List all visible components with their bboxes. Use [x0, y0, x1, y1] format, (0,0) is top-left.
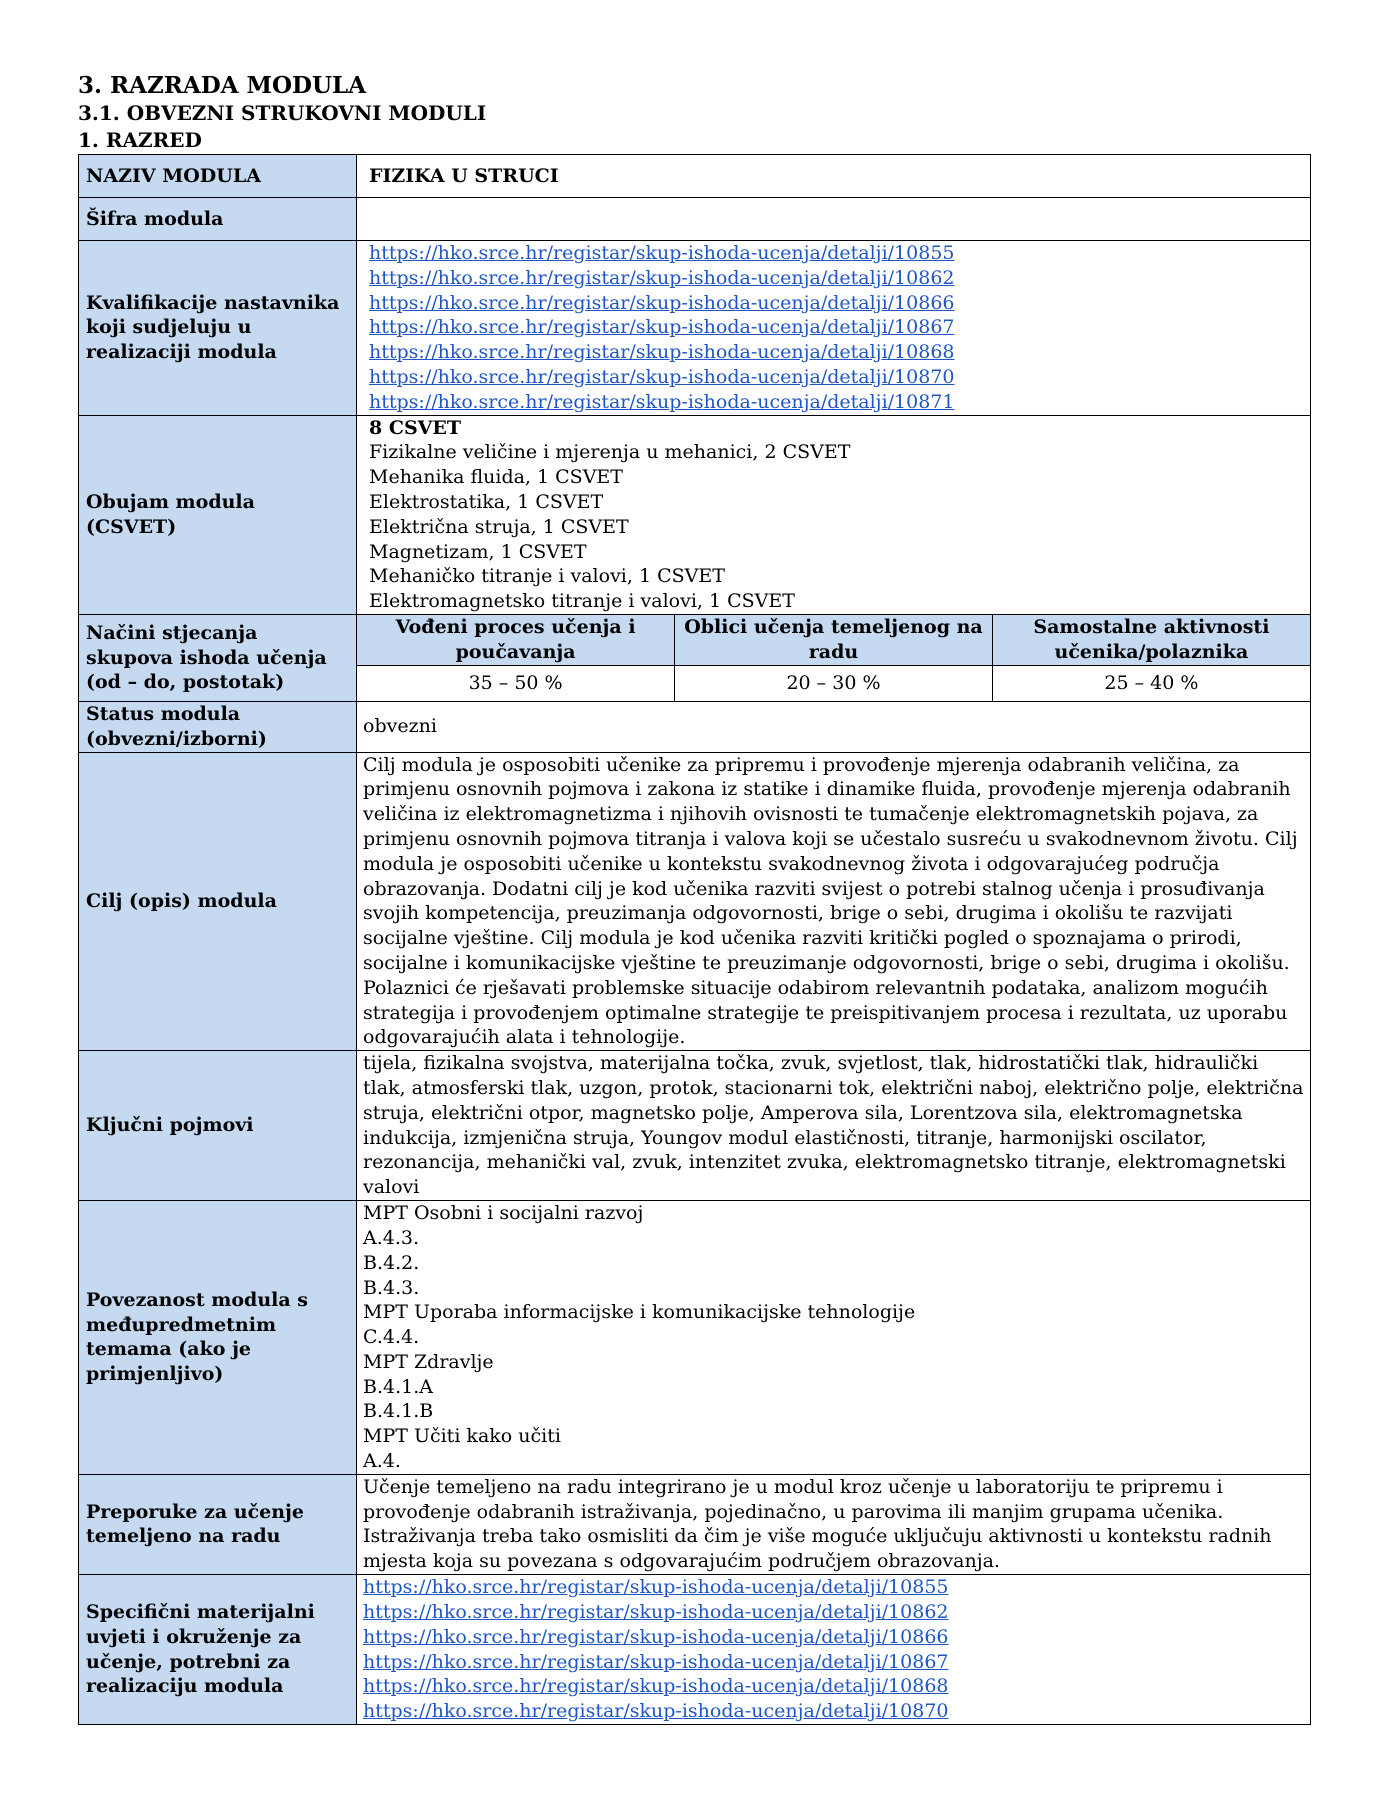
povezanost-label: Povezanost modula s međupredmetnim temama (ako je primjenljivo)	[79, 1201, 357, 1475]
pojmovi-value: tijela, fizikalna svojstva, materijalna točka, zvuk, svjetlost, tlak, hidrostatički tlak, hidraulički tlak, atmosferski tlak, uzgon, protok, stacionarni tok, električni naboj, električno polje, električna struja, električni otpor, magnetsko polje, Amperova sila, Lorentzova sila, elektromagnetska indukcija, izmjenična struja, Youngov modul elastičnosti, titranje, harmonijski oscilator, rezonancija, mehanički val, zvuk, intenzitet zvuka, elektromagnetsko titranje, elektromagnetski valovi	[357, 1051, 1311, 1201]
qualification-link[interactable]: https://hko.srce.hr/registar/skup-ishoda-ucenja/detalji/10855	[369, 242, 955, 264]
preporuke-label: Preporuke za učenje temeljeno na radu	[79, 1474, 357, 1574]
row-pojmovi	[79, 1051, 1311, 1201]
obujam-item: Električna struja, 1 CSVET	[369, 515, 629, 538]
obujam-total: 8 CSVET	[369, 416, 462, 439]
material-link[interactable]: https://hko.srce.hr/registar/skup-ishoda-ucenja/detalji/10868	[363, 1675, 949, 1698]
povezanost-value	[357, 1201, 1311, 1475]
material-link[interactable]: https://hko.srce.hr/registar/skup-ishoda-ucenja/detalji/10862	[363, 1600, 949, 1623]
material-link[interactable]: https://hko.srce.hr/registar/skup-ishoda-ucenja/detalji/10866	[363, 1625, 949, 1648]
row-materijalni	[79, 1575, 1311, 1725]
obujam-value	[357, 415, 1311, 614]
nacini-percent: 35 – 50 %	[357, 666, 675, 701]
qualification-link[interactable]: https://hko.srce.hr/registar/skup-ishoda-ucenja/detalji/10870	[369, 365, 955, 388]
sifra-label: Šifra modula	[79, 198, 357, 241]
nacini-header: Vođeni proces učenja i poučavanja	[357, 615, 675, 666]
povezanost-item: B.4.1.B	[363, 1400, 434, 1423]
povezanost-item: A.4.3.	[363, 1226, 420, 1249]
qualification-link[interactable]: https://hko.srce.hr/registar/skup-ishoda-ucenja/detalji/10862	[369, 266, 955, 289]
material-link[interactable]: https://hko.srce.hr/registar/skup-ishoda-ucenja/detalji/10870	[363, 1700, 949, 1723]
naziv-label: NAZIV MODULA	[79, 155, 357, 198]
subsection-heading: 3.1. OBVEZNI STRUKOVNI MODULI	[78, 101, 487, 125]
document-page	[78, 72, 1310, 1725]
kvalifikacije-links	[357, 241, 1311, 416]
obujam-item: Mehanika fluida, 1 CSVET	[369, 466, 623, 489]
grade-heading: 1. RAZRED	[78, 128, 202, 152]
povezanost-item: MPT Osobni i socijalni razvoj	[363, 1202, 644, 1225]
povezanost-item: C.4.4.	[363, 1326, 420, 1349]
povezanost-item: MPT Učiti kako učiti	[363, 1425, 561, 1448]
povezanost-item: MPT Uporaba informacijske i komunikacijske tehnologije	[363, 1301, 916, 1324]
obujam-item: Fizikalne veličine i mjerenja u mehanici, 2 CSVET	[369, 441, 851, 464]
sifra-value	[357, 198, 1311, 241]
povezanost-item: MPT Zdravlje	[363, 1350, 494, 1373]
material-link[interactable]: https://hko.srce.hr/registar/skup-ishoda-ucenja/detalji/10867	[363, 1650, 949, 1673]
povezanost-item: B.4.1.A	[363, 1375, 433, 1398]
row-sifra	[79, 198, 1311, 241]
status-label: Status modula (obvezni/izborni)	[79, 701, 357, 752]
row-cilj	[79, 752, 1311, 1051]
row-naziv	[79, 155, 1311, 198]
naziv-value: FIZIKA U STRUCI	[357, 155, 1311, 198]
nacini-header: Samostalne aktivnosti učenika/polaznika	[992, 615, 1310, 666]
obujam-item: Mehaničko titranje i valovi, 1 CSVET	[369, 565, 725, 588]
row-obujam	[79, 415, 1311, 614]
qualification-link[interactable]: https://hko.srce.hr/registar/skup-ishoda-ucenja/detalji/10871	[369, 390, 955, 413]
materijalni-links	[357, 1575, 1311, 1725]
cilj-value: Cilj modula je osposobiti učenike za pripremu i provođenje mjerenja odabranih veličina, za primjenu osnovnih pojmova i zakona iz statike i dinamike fluida, provođenje mjerenja odabranih veličina iz elektromagnetizma i njihovih ovisnosti te tumačenje elektromagnetskih pojava, za primjenu osnovnih pojmova titranja i valova koji se učestalo susreću u svakodnevnom životu. Cilj modula je osposobiti učenike u kontekstu svakodnevnog života i odgovarajućeg područja obrazovanja. Dodatni cilj je kod učenika razviti svijest o potrebi stalnog učenja i prosuđivanja svojih kompetencija, preuzimanja odgovornosti, brige o sebi, drugima i okolišu te razvijati socijalne vještine. Cilj modula je kod učenika razviti kritički pogled o spoznajama o prirodi, socijalne i komunikacijske vještine te preuzimanje odgovornosti, brige o sebi, drugima i okolišu. Polaznici će rješavati problemske situacije odabirom relevantnih podataka, analizom mogućih strategija i provođenjem optimalne strategije te preispitivanjem procesa i rezultata, uz uporabu odgovarajućih alata i tehnologije.	[357, 752, 1311, 1051]
kvalifikacije-label: Kvalifikacije nastavnika koji sudjeluju u realizaciji modula	[79, 241, 357, 416]
povezanost-item: B.4.3.	[363, 1276, 420, 1299]
section-heading: 3. RAZRADA MODULA	[78, 72, 367, 99]
pojmovi-label: Ključni pojmovi	[79, 1051, 357, 1201]
material-link[interactable]: https://hko.srce.hr/registar/skup-ishoda-ucenja/detalji/10855	[363, 1576, 949, 1599]
povezanost-item: B.4.2.	[363, 1251, 420, 1274]
qualification-link[interactable]: https://hko.srce.hr/registar/skup-ishoda-ucenja/detalji/10868	[369, 341, 955, 364]
obujam-item: Magnetizam, 1 CSVET	[369, 540, 587, 563]
row-status	[79, 701, 1311, 752]
obujam-item: Elektromagnetsko titranje i valovi, 1 CSVET	[369, 590, 795, 613]
row-povezanost	[79, 1201, 1311, 1475]
status-value: obvezni	[357, 701, 1311, 752]
row-nacini	[79, 614, 1311, 701]
preporuke-value: Učenje temeljeno na radu integrirano je u modul kroz učenje u laboratoriju te pripremu i provođenje odabranih istraživanja, pojedinačno, u parovima ili manjim grupama učenika. Istraživanja treba tako osmisliti da čim je više moguće uključuju aktivnosti u kontekstu radnih mjesta koja su povezana s odgovarajućim područjem obrazovanja.	[357, 1474, 1311, 1574]
nacini-value	[357, 614, 1311, 701]
materijalni-label: Specifični materijalni uvjeti i okruženje za učenje, potrebni za realizaciju modula	[79, 1575, 357, 1725]
row-preporuke	[79, 1474, 1311, 1574]
cilj-label: Cilj (opis) modula	[79, 752, 357, 1051]
obujam-item: Elektrostatika, 1 CSVET	[369, 490, 604, 513]
module-table	[78, 154, 1311, 1725]
qualification-link[interactable]: https://hko.srce.hr/registar/skup-ishoda-ucenja/detalji/10866	[369, 291, 955, 314]
nacini-subtable	[357, 615, 1310, 701]
obujam-label: Obujam modula (CSVET)	[79, 415, 357, 614]
nacini-percent: 20 – 30 %	[675, 666, 993, 701]
qualification-link[interactable]: https://hko.srce.hr/registar/skup-ishoda-ucenja/detalji/10867	[369, 316, 955, 339]
nacini-header: Oblici učenja temeljenog na radu	[675, 615, 993, 666]
povezanost-item: A.4.	[363, 1450, 401, 1473]
nacini-label: Načini stjecanja skupova ishoda učenja (od – do, postotak)	[79, 614, 357, 701]
nacini-percent: 25 – 40 %	[992, 666, 1310, 701]
row-kvalifikacije	[79, 241, 1311, 416]
